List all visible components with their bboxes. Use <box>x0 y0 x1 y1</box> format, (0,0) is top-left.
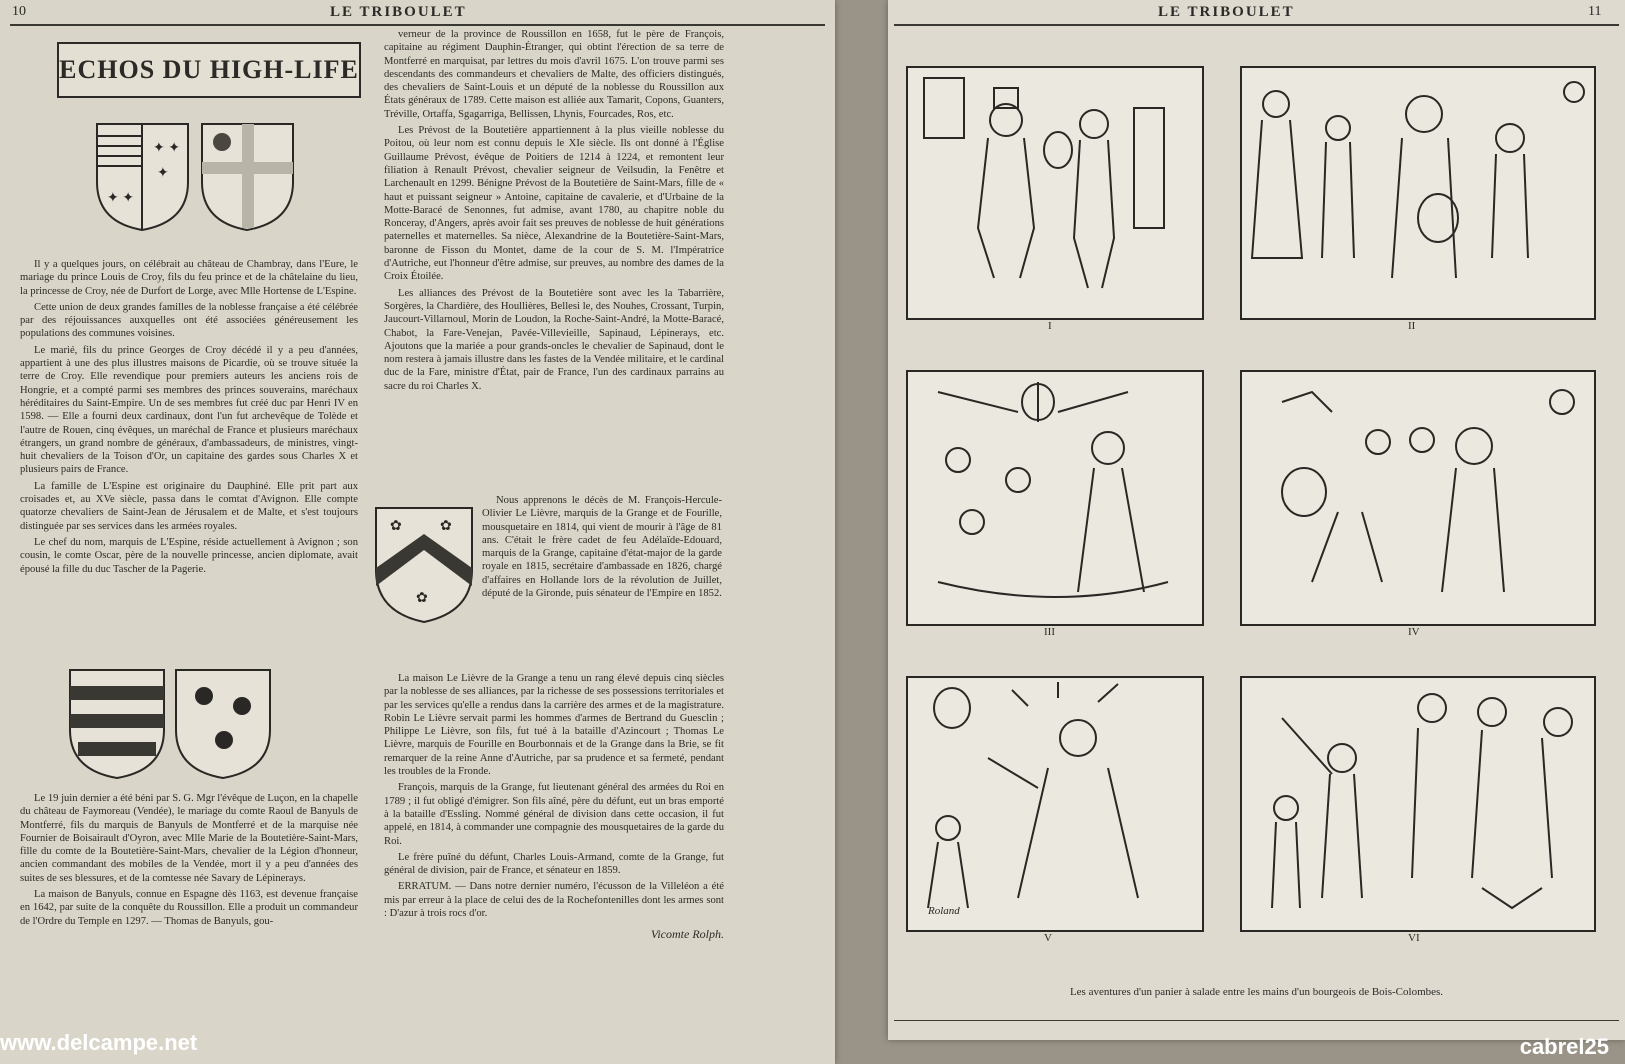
paragraph: Nous apprenons le décès de M. François-Hercule-Olivier Le Lièvre, marquis de la Grange et de Fourille, mousquetaire en 1814, qui vient de mourir à l'âge de 81 ans. C'était le frère cadet de feu Adélaïde-Edouard, marquis de la Grange, capitaine d'état-major de la garde royale en 1815, secrétaire d'ambassade en 1826, chargé d'affaires en Hollande lors de la révolution de Juillet, député de la Gironde, puis sénateur de l'Empire en 1852. <box>482 495 722 600</box>
paragraph: Le marié, fils du prince Georges de Croy décédé il y a peu d'années, appartient à une des plus illustres maisons de Picardie, où se trouve située la terre de Croy. Elle revendique pour premiers auteurs les anciens rois de Hongrie, et a compté parmi ses membres des princes souverains, maréchaux héréditaires du Saint-Empire. Un de ses membres fut créé duc par Henri IV en 1598. — Elle a fourni deux cardinaux, dont l'un fut archevêque de Tolède et l'autre de Rouen, cinq évêques, un maréchal de France et plusieurs maréchaux étrangers, un grand nombre de généraux, d'ambassadeurs, de ministres, vingt-huit chevaliers de la Toison d'Or, un capitaine des gardes sous Charles X et plusieurs pairs de France. <box>20 344 358 476</box>
paragraph: Le chef du nom, marquis de L'Espine, réside actuellement à Avignon ; son cousin, le comte Oscar, père de la nouvelle princesse, ancien diplomate, avait épousé la fille du duc Tascher de la Pagerie. <box>20 536 358 575</box>
page-number: 10 <box>12 4 26 19</box>
comic-panel-6 <box>1240 676 1596 932</box>
paragraph: La maison Le Lièvre de la Grange a tenu un rang élevé depuis cinq siècles par la noblesse de ses alliances, par la richesse de ses possessions territoriales et par les services qu'elle a rendus dans la carrière des armes et de la magistrature. Robin Le Lièvre servait parmi les hommes d'armes de Bertrand du Guesclin ; Philippe Le Lièvre, son fils, fut tué à la bataille d'Azincourt ; Thomas Le Lièvre, marquis de Fourille en Bourbonnais et de la Grange dans la Brie, se fit remarquer de la reine Anne d'Autriche, par sa prudence et sa fermeté, pendant les troubles de la Fronde. <box>384 673 724 778</box>
paragraph: Les Prévost de la Boutetière appartiennent à la plus vieille noblesse du Poitou, où leur nom est connu depuis le XIe siècle. Ils ont donné à l'Église Guillaume Prévost, évêque de Poitiers de 1214 à 1224, et remontent leur filiation à Renault Prévost, chevalier seigneur de Veilsudin, la Fenêtre et Larchenault en 1299. Bénigne Prévost de la Boutetière de Saint-Mars, fille de « haut et puissant seigneur » Antoine, capitaine de cavalerie, et d'Urbaine de la Motte-Baracé de Senonnes, fut admise, avant 1780, au chapitre noble du Ronceray, d'Angers, après avoir fait ses preuves de noblesse de huit générations paternelles et maternelles. Sa nièce, Alexandrine de la Boutetière-Saint-Mars, baronne de Fisson du Montet, dame de la cour de S. M. l'Impératrice d'Autriche, eut l'honneur d'être admise, sur preuves, au nombre des dames de la Croix Étoilée. <box>384 125 724 283</box>
watermark: cabrel25 <box>1519 1034 1609 1059</box>
paragraph: La famille de L'Espine est originaire du Dauphiné. Elle prit part aux croisades et, au XVe siècle, passa dans le comtat d'Avignon. Elle compte quatorze chevaliers de Saint-Jean de Jérusalem et de Malte, et s'est toujours distinguée par ses services dans les armées royales. <box>20 480 358 532</box>
paragraph: Cette union de deux grandes familles de la noblesse française a été célébrée par des réjouissances auxquelles ont été associées généreusement les populations des communes voisines. <box>20 301 358 340</box>
cartoon-illustration-icon <box>1242 68 1594 318</box>
panel-label: III <box>1044 626 1055 638</box>
header-rule <box>894 24 1619 26</box>
page-number: 11 <box>1588 4 1602 19</box>
comic-panel-1 <box>906 66 1204 320</box>
cartoon-illustration-icon <box>908 68 1202 318</box>
paragraph: verneur de la province de Roussillon en 1658, fut le père de François, capitaine au régiment Dauphin-Étranger, qui obtint l'érection de sa terre de Montferré en marquisat, par lettres du mois d'avril 1675. L'on trouve parmi ses descendants des commandeurs et chevaliers de Malte, des officiers distingués, des chevaliers de Saint-Louis et un député de la noblesse du Roussillon aux États généraux de 1789. Cette maison est alliée aux Tamarit, Copons, Guanters, Tréville, Ortaffa, Sgagarriga, Bellissen, Lhynis, Fourcades, Ros, etc. <box>384 29 724 120</box>
cartoon-illustration-icon <box>1242 372 1594 624</box>
article-column-2 <box>384 28 724 396</box>
artist-signature: Roland <box>928 905 960 917</box>
right-page <box>888 0 1625 1040</box>
article-column-1 <box>20 258 358 579</box>
paragraph: Le frère puîné du défunt, Charles Louis-Armand, comte de la Grange, fut général de division, pair de France, et sénateur en 1859. <box>384 851 724 877</box>
erratum: ERRATUM. — Dans notre dernier numéro, l'écusson de la Villeléon a été mis par erreur à la place de celui des de la Rochefontenilles dont les armes sont : D'azur à trois rocs d'or. <box>384 881 724 920</box>
paragraph: François, marquis de la Grange, fut lieutenant général des armées du Roi en 1789 ; il fut obligé d'émigrer. Son fils aîné, père du défunt, eut un bras emporté à la bataille d'Essling. Nommé général de division dans cette occasion, il fut appelé, en 1814, à commander une compagnie des mousquetaires de la garde du Roi. <box>384 782 724 847</box>
panel-label: II <box>1408 320 1416 332</box>
paragraph: Les alliances des Prévost de la Boutetière sont avec les la Tabarrière, Sorgères, la Chardière, des Houllières, Bellesi le, des Nouhes, Crossant, Turpin, Jaucourt-Villarnoul, Morin de Loudon, la Roche-Saint-André, la Motte-Baracé, Chabot, la Fare-Venejan, Pavée-Villevieille, Sapinaud, Lépinerays, etc. Ajoutons que la mariée a pour grands-oncles le chevalier de Sapinaud, dont le nom restera à jamais illustre dans les fastes de la Vendée militaire, et le cardinal duc de la Fare, ministre d'État, pair de France, l'un des cardinaux parrains au sacre du roi Charles X. <box>384 287 724 392</box>
panel-label: VI <box>1408 932 1420 944</box>
cartoon-illustration-icon <box>908 678 1202 930</box>
header-rule <box>10 24 825 26</box>
comic-panel-4 <box>1240 370 1596 626</box>
cartoon-illustration-icon <box>1242 678 1594 930</box>
panel-label: I <box>1048 320 1052 332</box>
watermark: www.delcampe.net <box>0 1030 198 1055</box>
coat-of-arms-icon <box>200 122 295 232</box>
running-head: LE TRIBOULET <box>1158 4 1295 20</box>
paragraph: La maison de Banyuls, connue en Espagne dès 1163, est devenue française en 1642, par suite de la conquête du Roussillon. Elle a produit un commandeur de l'Ordre du Temple en 1297. — Thomas de Banyuls, gou- <box>20 889 358 927</box>
coat-of-arms-icon <box>95 122 190 232</box>
illustration-caption: Les aventures d'un panier à salade entre les mains d'un bourgeois de Bois-Colombes. <box>1069 986 1444 998</box>
paragraph: Il y a quelques jours, on célébrait au château de Chambray, dans l'Eure, le mariage du prince Louis de Croy, fils du feu prince et de la châtelaine du lieu, la princesse de Croy, née de Durfort de Lorge, avec Mlle Hortense de L'Espine. <box>20 259 358 297</box>
cartoon-illustration-icon <box>908 372 1202 624</box>
svg-text:✿: ✿ <box>440 519 452 534</box>
panel-label: V <box>1044 932 1052 944</box>
coat-of-arms-icon <box>374 506 474 624</box>
comic-panel-2 <box>1240 66 1596 320</box>
obituary-paragraph <box>482 494 722 603</box>
coat-of-arms-icon <box>68 668 166 780</box>
article-column-1-bottom <box>20 792 358 931</box>
section-banner <box>57 42 361 98</box>
svg-text:✿: ✿ <box>390 519 402 534</box>
running-head: LE TRIBOULET <box>330 4 467 20</box>
article-column-2-bottom <box>384 672 724 942</box>
banner-title: ECHOS DU HIGH-LIFE <box>59 55 359 84</box>
panel-label: IV <box>1408 626 1420 638</box>
svg-text:✿: ✿ <box>416 591 428 606</box>
comic-panel-3 <box>906 370 1204 626</box>
comic-panel-5 <box>906 676 1204 932</box>
svg-text:✦: ✦ <box>157 166 169 181</box>
svg-text:✦ ✦: ✦ ✦ <box>153 141 180 156</box>
author-signature: Vicomte Rolph. <box>650 927 724 942</box>
footer-rule <box>894 1020 1619 1021</box>
paragraph: Le 19 juin dernier a été béni par S. G. Mgr l'évêque de Luçon, en la chapelle du château de Faymoreau (Vendée), le mariage du comte Raoul de Banyuls de Montferré, fils du marquis de Banyuls de Montferré et de la marquise née Fournier de Boisairault d'Oyron, avec Mlle Marie de la Boutetière-Saint-Mars, fille du comte de la Boutetière-Saint-Mars, chevalier de la Légion d'honneur, ancien commandant des mobiles de la Vendée, mort il y a peu d'années des suites de ses blessures, et de la comtesse née Savary de Lépinerays. <box>20 793 359 884</box>
svg-text:✦ ✦: ✦ ✦ <box>107 191 134 206</box>
coat-of-arms-icon <box>174 668 272 780</box>
